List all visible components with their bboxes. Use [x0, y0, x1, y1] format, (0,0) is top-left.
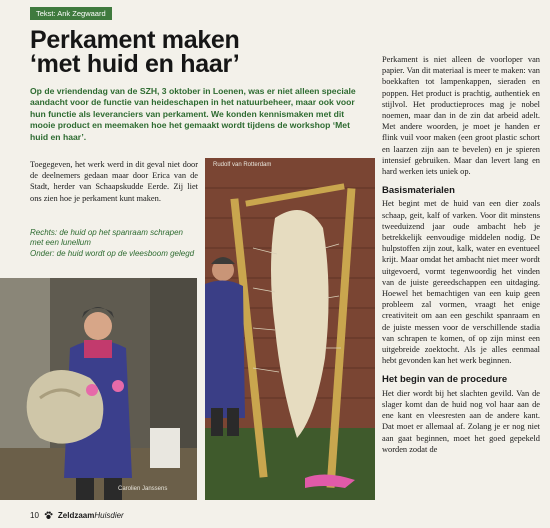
author-tag: Tekst: Ank Zegwaard — [30, 7, 112, 20]
magazine-name — [58, 511, 124, 520]
section-heading-basismaterialen: Basismaterialen — [382, 185, 455, 197]
photo-captions — [30, 228, 198, 259]
caption-below: Onder: de huid wordt op de vleesboom gelegd — [30, 248, 195, 258]
title-line-2: ‘met huid en haar’ — [30, 50, 240, 78]
magazine-name-italic: Huisdier — [94, 511, 124, 520]
title-line-1: Perkament maken — [30, 26, 240, 54]
magazine-name-bold: Zeldzaam — [57, 511, 95, 520]
photo-2-illustration — [205, 158, 375, 500]
page-footer — [30, 511, 124, 520]
intro-paragraph: Op de vriendendag van de SZH, 3 oktober in Loenen, was er niet alleen speciale aandacht voor de functie van heideschapen in het natuurbeheer, maar ook voor hun functie als leveranciers van perkament. We konden kennismaken met dit mooie product en meemaken hoe het gemaakt wordt tijdens de workshop ‘Met huid en haar’. — [30, 86, 356, 142]
photo-credit-1: Carolien Janssens — [118, 486, 168, 492]
page-title — [30, 28, 370, 76]
paragraph-2: Het begint met de huid van een dier zoals schaap, geit, kalf of varken. Voor dit minstens tweeduizend jaar oude ambacht heb je betrekkelijk eenvoudige middelen nodig. De hulpstoffen zijn zout, kalk, water en eventueel krijt. Maar omdat het ambacht niet meer wordt uitgevoerd, vormt tegenwoordig het vinden van de juiste gereedschappen een uitdaging. Hoewel het bemachtigen van een kuip geen probleem zal vormen, vraagt het enige creativiteit om aan een geschikt spanraam en de juiste messen voor de verschillende stadia van schrapen te komen, of op zijn minst een uitgebreide zoektocht. Als je alles eenmaal hebt gevonden kan het werk beginnen. — [382, 199, 540, 366]
paragraph-3: Het dier wordt bij het slachten gevild. Van de slager komt dan de huid nog vol haar aan de ene kant en vleesresten aan de andere kant. Dat moet er allemaal af. Zolang je er nog niet aan gaat beginnen, moet het goed gepekeld worden zodat de — [382, 388, 540, 454]
photo-1-illustration — [0, 278, 197, 500]
photo-stretching-frame — [205, 158, 375, 500]
caption-right: Rechts: de huid op het spanraam schrapen met een lunellum — [30, 228, 183, 248]
section-heading-procedure: Het begin van de procedure — [382, 374, 508, 386]
column-3-text — [382, 54, 540, 455]
photo-credit-2: Rudolf van Rotterdam — [213, 162, 272, 168]
page-number: 10 — [30, 511, 39, 520]
column-1-text: Toegegeven, het werk werd in dit geval niet door de deelnemers gedaan maar door Erica van de Stadt, herder van Schaapskudde Eerde. Zij liet ons zien hoe je perkament kunt maken. — [30, 160, 198, 203]
paragraph-1: Perkament is niet alleen de voorloper van papier. Van dit materiaal is meer te maken: van boekkaften tot lampenkappen, sieraden en poppen. Het product is prachtig, authentiek en stijlvol. Het productieproces mag je nobel noemen, maar dan in de zin dat arbeid adelt. Met andere woorden, je moet je handen er flink vuil voor maken (een groot plastic schort en laarzen zijn aan te bevelen) en je spieren intensief gebruiken. Maar dan levert lang en hard werken iets uniek op. — [382, 55, 540, 177]
photo-woman-with-hide — [0, 278, 197, 500]
paw-icon — [44, 511, 53, 520]
